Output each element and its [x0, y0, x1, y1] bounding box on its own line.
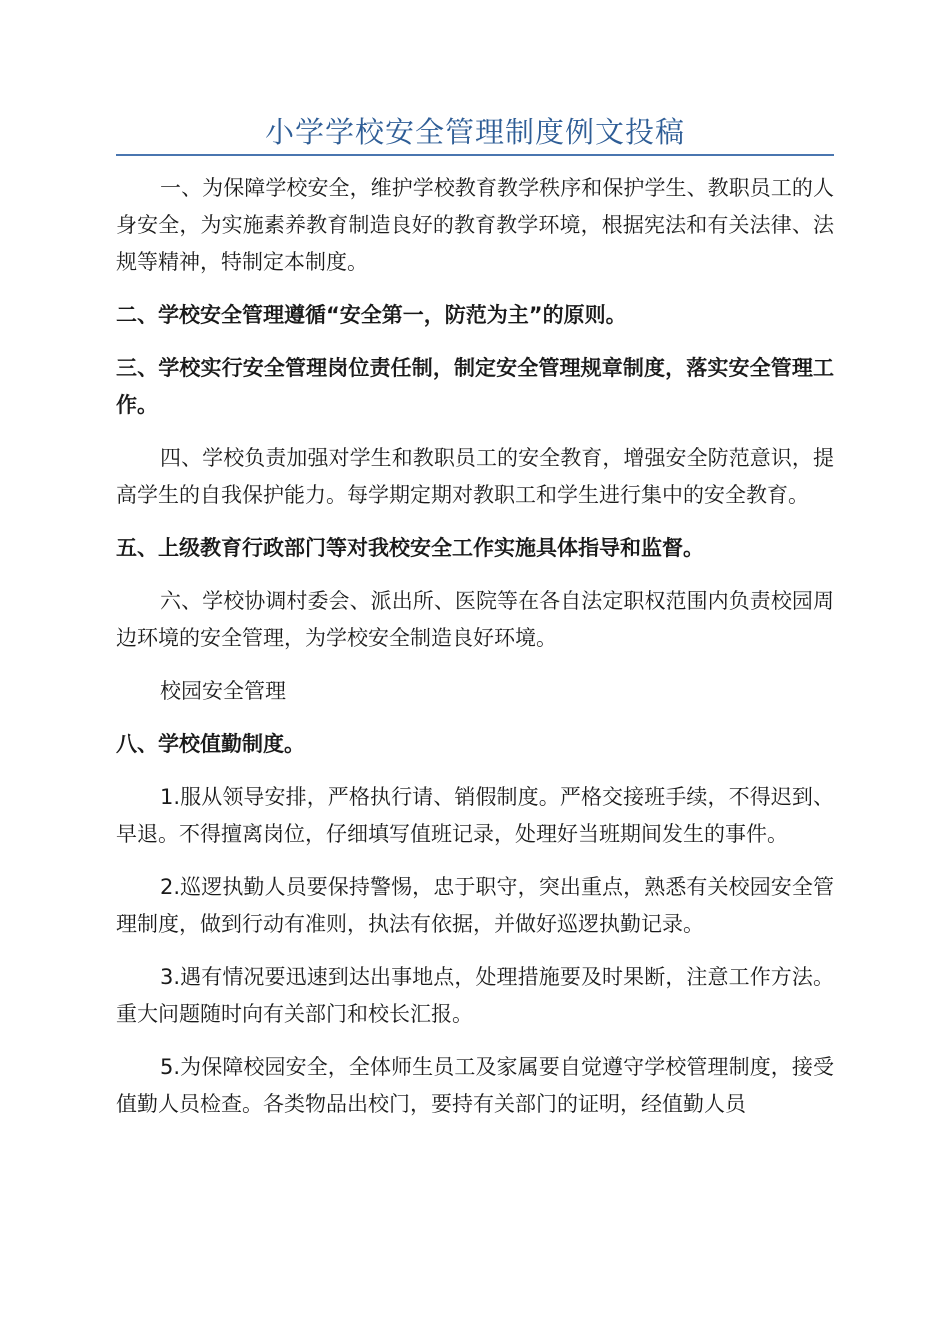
section-heading: 校园安全管理	[160, 679, 286, 703]
list-item-1: 1.服从领导安排，严格执行请、销假制度。严格交接班手续，不得迟到、早退。不得擅离岗位，仔细填写值班记录，处理好当班期间发生的事件。	[116, 785, 834, 846]
paragraph-5: 五、上级教育行政部门等对我校安全工作实施具体指导和监督。	[116, 536, 704, 560]
paragraph-1: 一、为保障学校安全，维护学校教育教学秩序和保护学生、教职员工的人身安全，为实施素养教育制造良好的教育教学环境，根据宪法和有关法律、法规等精神，特制定本制度。	[116, 176, 834, 274]
list-item-3: 3.遇有情况要迅速到达出事地点，处理措施要及时果断，注意工作方法。重大问题随时向有关部门和校长汇报。	[116, 965, 834, 1026]
paragraph-4: 四、学校负责加强对学生和教职员工的安全教育，增强安全防范意识，提高学生的自我保护能力。每学期定期对教职工和学生进行集中的安全教育。	[116, 446, 834, 507]
paragraph-2: 二、学校安全管理遵循“安全第一，防范为主”的原则。	[116, 303, 627, 327]
paragraph-6: 六、学校协调村委会、派出所、医院等在各自法定职权范围内负责校园周边环境的安全管理，为学校安全制造良好环境。	[116, 589, 834, 650]
title-divider	[116, 154, 834, 156]
paragraph-3: 三、学校实行安全管理岗位责任制，制定安全管理规章制度，落实安全管理工作。	[116, 356, 834, 417]
document-title: 小学学校安全管理制度例文投稿	[264, 115, 685, 149]
paragraph-8: 八、学校值勤制度。	[116, 732, 305, 756]
list-item-2: 2.巡逻执勤人员要保持警惕，忠于职守，突出重点，熟悉有关校园安全管理制度，做到行动有准则，执法有依据，并做好巡逻执勤记录。	[116, 875, 834, 936]
list-item-5: 5.为保障校园安全，全体师生员工及家属要自觉遵守学校管理制度，接受值勤人员检查。各类物品出校门，要持有关部门的证明，经值勤人员	[116, 1055, 834, 1116]
document-body	[116, 170, 834, 1139]
